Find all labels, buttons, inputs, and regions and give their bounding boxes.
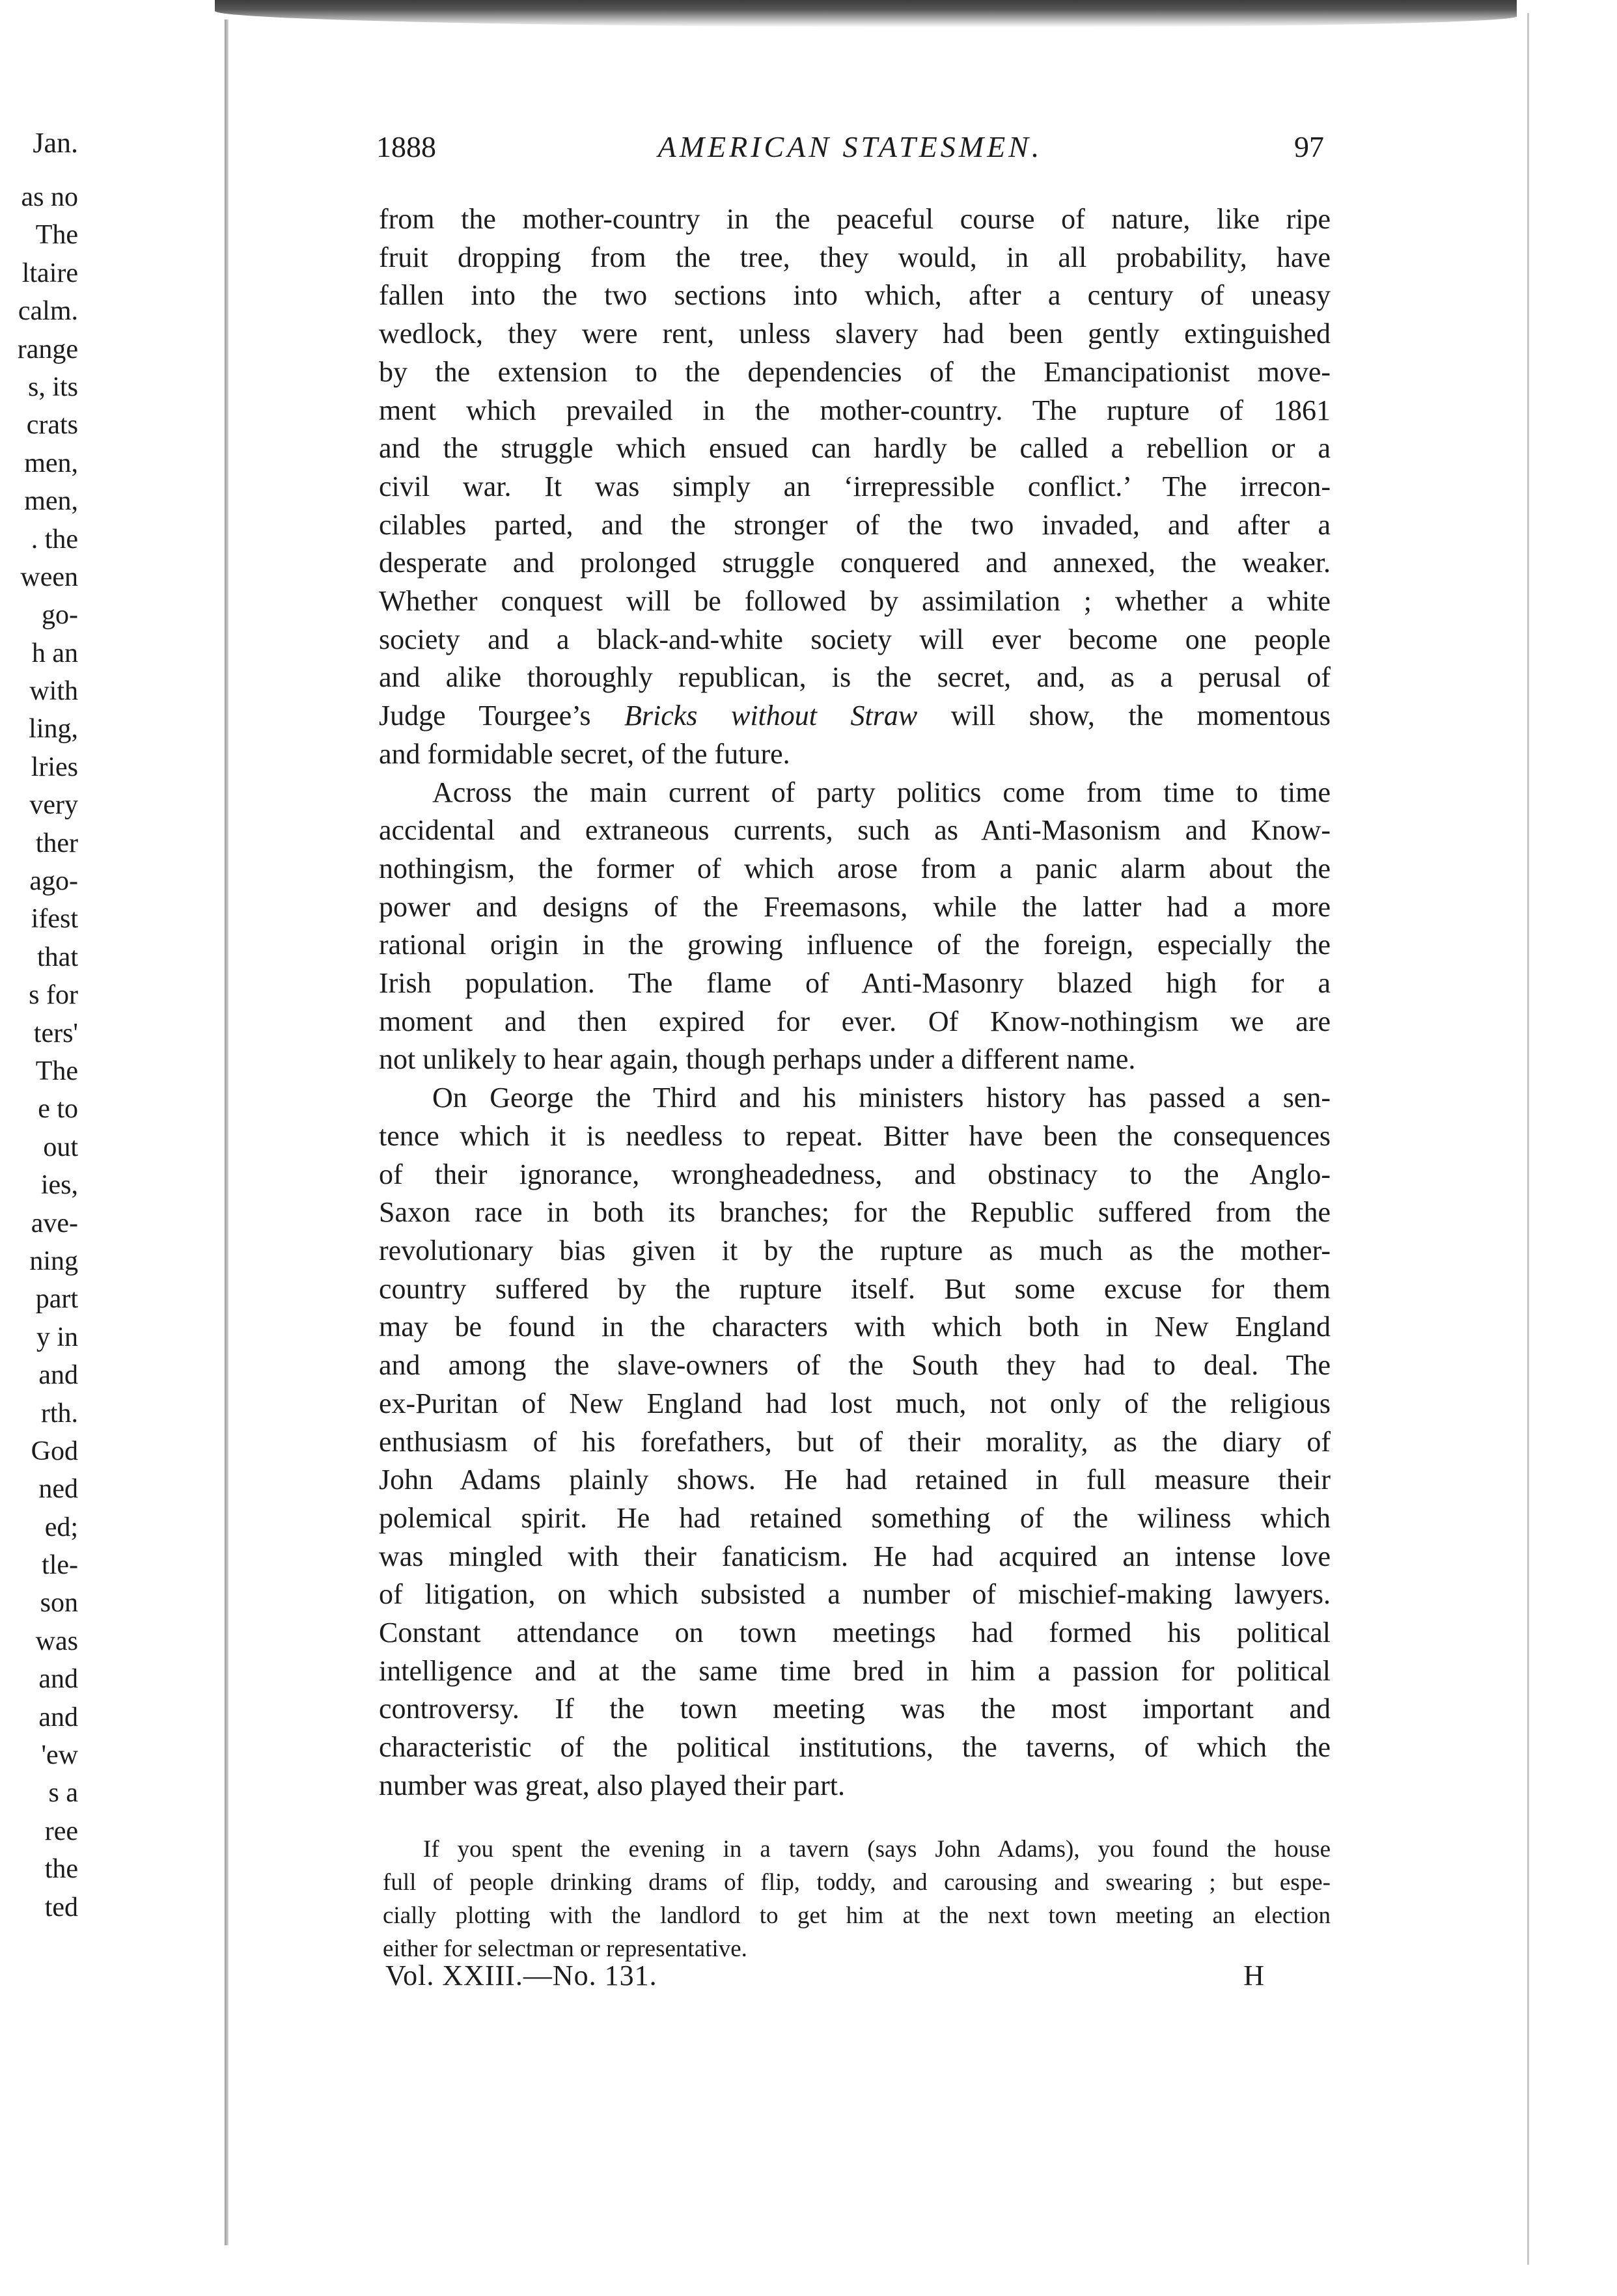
text-line: wedlock, they were rent, unless slavery had been gently extinguished (379, 318, 1331, 350)
text-line: of litigation, on which subsisted a number of mischief-making lawyers. (379, 1578, 1331, 1611)
text-line: Irish population. The flame of Anti-Masonry blazed high for a (379, 967, 1331, 1000)
binding-shadow (215, 0, 1517, 27)
facing-page-line: ree (44, 1816, 78, 1846)
text-line (379, 697, 1331, 735)
facing-page-lines (18, 178, 78, 1926)
facing-page-line: tle- (42, 1550, 78, 1581)
text-line: enthusiasm of his forefathers, but of their morality, as the diary of (379, 1425, 1331, 1458)
facing-page-line: ed; (44, 1512, 78, 1542)
text-line: fruit dropping from the tree, they would, in all probability, have (379, 241, 1331, 273)
facing-page-line: e to (38, 1094, 78, 1125)
book-title: Bricks without Straw (624, 700, 918, 732)
text-line: nothingism, the former of which arose from a panic alarm about the (379, 852, 1331, 884)
facing-page-line: crats (26, 410, 78, 441)
text-line: society and a black-and-white society will ever become one people (379, 623, 1331, 655)
signature-mark: H (1243, 1960, 1264, 1991)
volume-number: Vol. XXIII.—No. 131. (385, 1960, 657, 1991)
facing-page-line: that (37, 942, 78, 972)
text-line: cially plotting with the landlord to get him at the next town meeting an election (383, 1902, 1331, 1929)
facing-page-line: very (29, 790, 78, 821)
paragraph (379, 1079, 1331, 1805)
facing-page-line: lries (31, 752, 78, 782)
text-line: If you spent the evening in a tavern (says John Adams), you found the house (423, 1836, 1331, 1863)
text-line: and among the slave-owners of the South they had to deal. The (379, 1349, 1331, 1382)
text-line: Saxon race in both its branches; for the Republic suffered from the (379, 1196, 1331, 1229)
text-line: desperate and prolonged struggle conquered and annexed, the weaker. (379, 547, 1331, 579)
text-line: ment which prevailed in the mother-country. The rupture of 1861 (379, 394, 1331, 426)
text-line: full of people drinking drams of flip, toddy, and carousing and swearing ; but espe- (383, 1869, 1331, 1896)
facing-page-line: with (29, 676, 78, 707)
text-line: and formidable secret, of the future. (379, 737, 790, 770)
facing-page-line: The (35, 220, 78, 251)
facing-page-line: part (35, 1284, 78, 1315)
facing-page-line: and (38, 1664, 78, 1695)
facing-page-line: God (31, 1436, 78, 1466)
page-number: 97 (1294, 130, 1324, 163)
facing-page-line: . the (31, 524, 78, 554)
text-line: moment and then expired for ever. Of Know-nothingism we are (379, 1005, 1331, 1037)
facing-page-line: ween (20, 562, 78, 592)
running-header (376, 128, 1324, 167)
facing-page-line: ave- (31, 1208, 78, 1238)
text-line: of their ignorance, wrongheadedness, and obstinacy to the Anglo- (379, 1158, 1331, 1190)
facing-page-line: out (43, 1132, 78, 1162)
text-line: intelligence and at the same time bred in him a passion for political (379, 1654, 1331, 1687)
text-line: by the extension to the dependencies of the Emancipationist move- (379, 355, 1331, 388)
facing-page-line: calm. (18, 296, 78, 327)
facing-page-line: ther (35, 828, 78, 858)
facing-page-line: and (38, 1360, 78, 1391)
facing-page-line: ago- (29, 866, 78, 897)
facing-page-line: the (44, 1854, 78, 1885)
text-line: may be found in the characters with which both in New England (379, 1311, 1331, 1343)
header-year: 1888 (376, 130, 436, 163)
facing-page-line: son (40, 1588, 78, 1619)
text-line: Across the main current of party politics come from time to time (432, 776, 1331, 808)
text-line: controversy. If the town meeting was the most important and (379, 1693, 1331, 1725)
facing-page-line: go- (42, 600, 78, 631)
page-gutter (225, 20, 228, 2245)
signature-line (385, 1956, 1264, 1995)
facing-page-line: rth. (40, 1398, 78, 1428)
facing-page-line: ies, (40, 1170, 78, 1201)
text-line: civil war. It was simply an ‘irrepressible conflict.’ The irrecon- (379, 470, 1331, 502)
facing-page-line: was (35, 1626, 78, 1656)
text-line: Whether conquest will be followed by assimilation ; whether a white (379, 585, 1331, 618)
facing-page-line: men, (24, 486, 78, 517)
facing-page-line: y in (36, 1322, 78, 1352)
paragraph (379, 200, 1331, 774)
text-line: characteristic of the political institutions, the taverns, of which the (379, 1731, 1331, 1764)
text-line: fallen into the two sections into which, after a century of uneasy (379, 279, 1331, 312)
text-line: number was great, also played their part. (379, 1769, 845, 1801)
text-run: will show, the momentous (917, 700, 1331, 732)
header-title: AMERICAN STATESMEN. (657, 130, 1043, 163)
facing-page-header: Jan. (33, 127, 78, 159)
facing-page-line: ted (44, 1892, 78, 1922)
paragraph (379, 774, 1331, 1080)
facing-page-line: ltaire (21, 258, 78, 288)
page-edge (1527, 13, 1529, 2265)
facing-page-line: s for (29, 980, 78, 1011)
facing-page-line: ning (29, 1246, 78, 1276)
text-line: On George the Third and his ministers history has passed a sen- (432, 1082, 1331, 1114)
text-line: revolutionary bias given it by the rupture as much as the mother- (379, 1234, 1331, 1266)
text-line: cilables parted, and the stronger of the two invaded, and after a (379, 508, 1331, 541)
facing-page-line: The (35, 1056, 78, 1086)
quotation-block (383, 1833, 1331, 1965)
text-line: either for selectman or representative. (383, 1935, 747, 1962)
facing-page-line: range (17, 334, 78, 364)
text-line: not unlikely to hear again, though perhaps under a different name. (379, 1043, 1136, 1076)
text-line: and alike thoroughly republican, is the secret, and, as a perusal of (379, 661, 1331, 694)
text-line: Constant attendance on town meetings had formed his political (379, 1617, 1331, 1649)
text-run: Judge Tourgee’s (379, 700, 625, 732)
facing-page-line: h an (31, 638, 78, 668)
facing-page-line: as no (21, 182, 78, 212)
facing-page-line: ned (38, 1474, 78, 1505)
text-line: from the mother-country in the peaceful course of nature, like ripe (379, 203, 1331, 235)
text-line: tence which it is needless to repeat. Bitter have been the consequences (379, 1119, 1331, 1152)
facing-page-line: and (38, 1702, 78, 1732)
text-line: ex-Puritan of New England had lost much, not only of the religious (379, 1387, 1331, 1419)
facing-page-line: s, its (27, 372, 78, 402)
facing-page-line: ifest (31, 904, 78, 935)
text-line: rational origin in the growing influence of the foreign, especially the (379, 929, 1331, 961)
facing-page-line: men, (24, 448, 78, 478)
facing-page-line: s a (48, 1778, 78, 1809)
text-line: polemical spirit. He had retained something of the wiliness which (379, 1501, 1331, 1534)
facing-page-line: 'ew (41, 1740, 78, 1771)
text-line: power and designs of the Freemasons, while the latter had a more (379, 890, 1331, 923)
text-line: was mingled with their fanaticism. He had acquired an intense love (379, 1540, 1331, 1572)
facing-page-fragment (0, 0, 83, 2296)
text-line: and the struggle which ensued can hardly be called a rebellion or a (379, 432, 1331, 465)
text-line: accidental and extraneous currents, such as Anti-Masonism and Know- (379, 814, 1331, 847)
facing-page-line: ling, (29, 714, 78, 745)
article-body (379, 200, 1331, 1805)
facing-page-line: ters' (33, 1018, 78, 1048)
text-line: John Adams plainly shows. He had retained in full measure their (379, 1464, 1331, 1496)
text-line: country suffered by the rupture itself. But some excuse for them (379, 1272, 1331, 1305)
